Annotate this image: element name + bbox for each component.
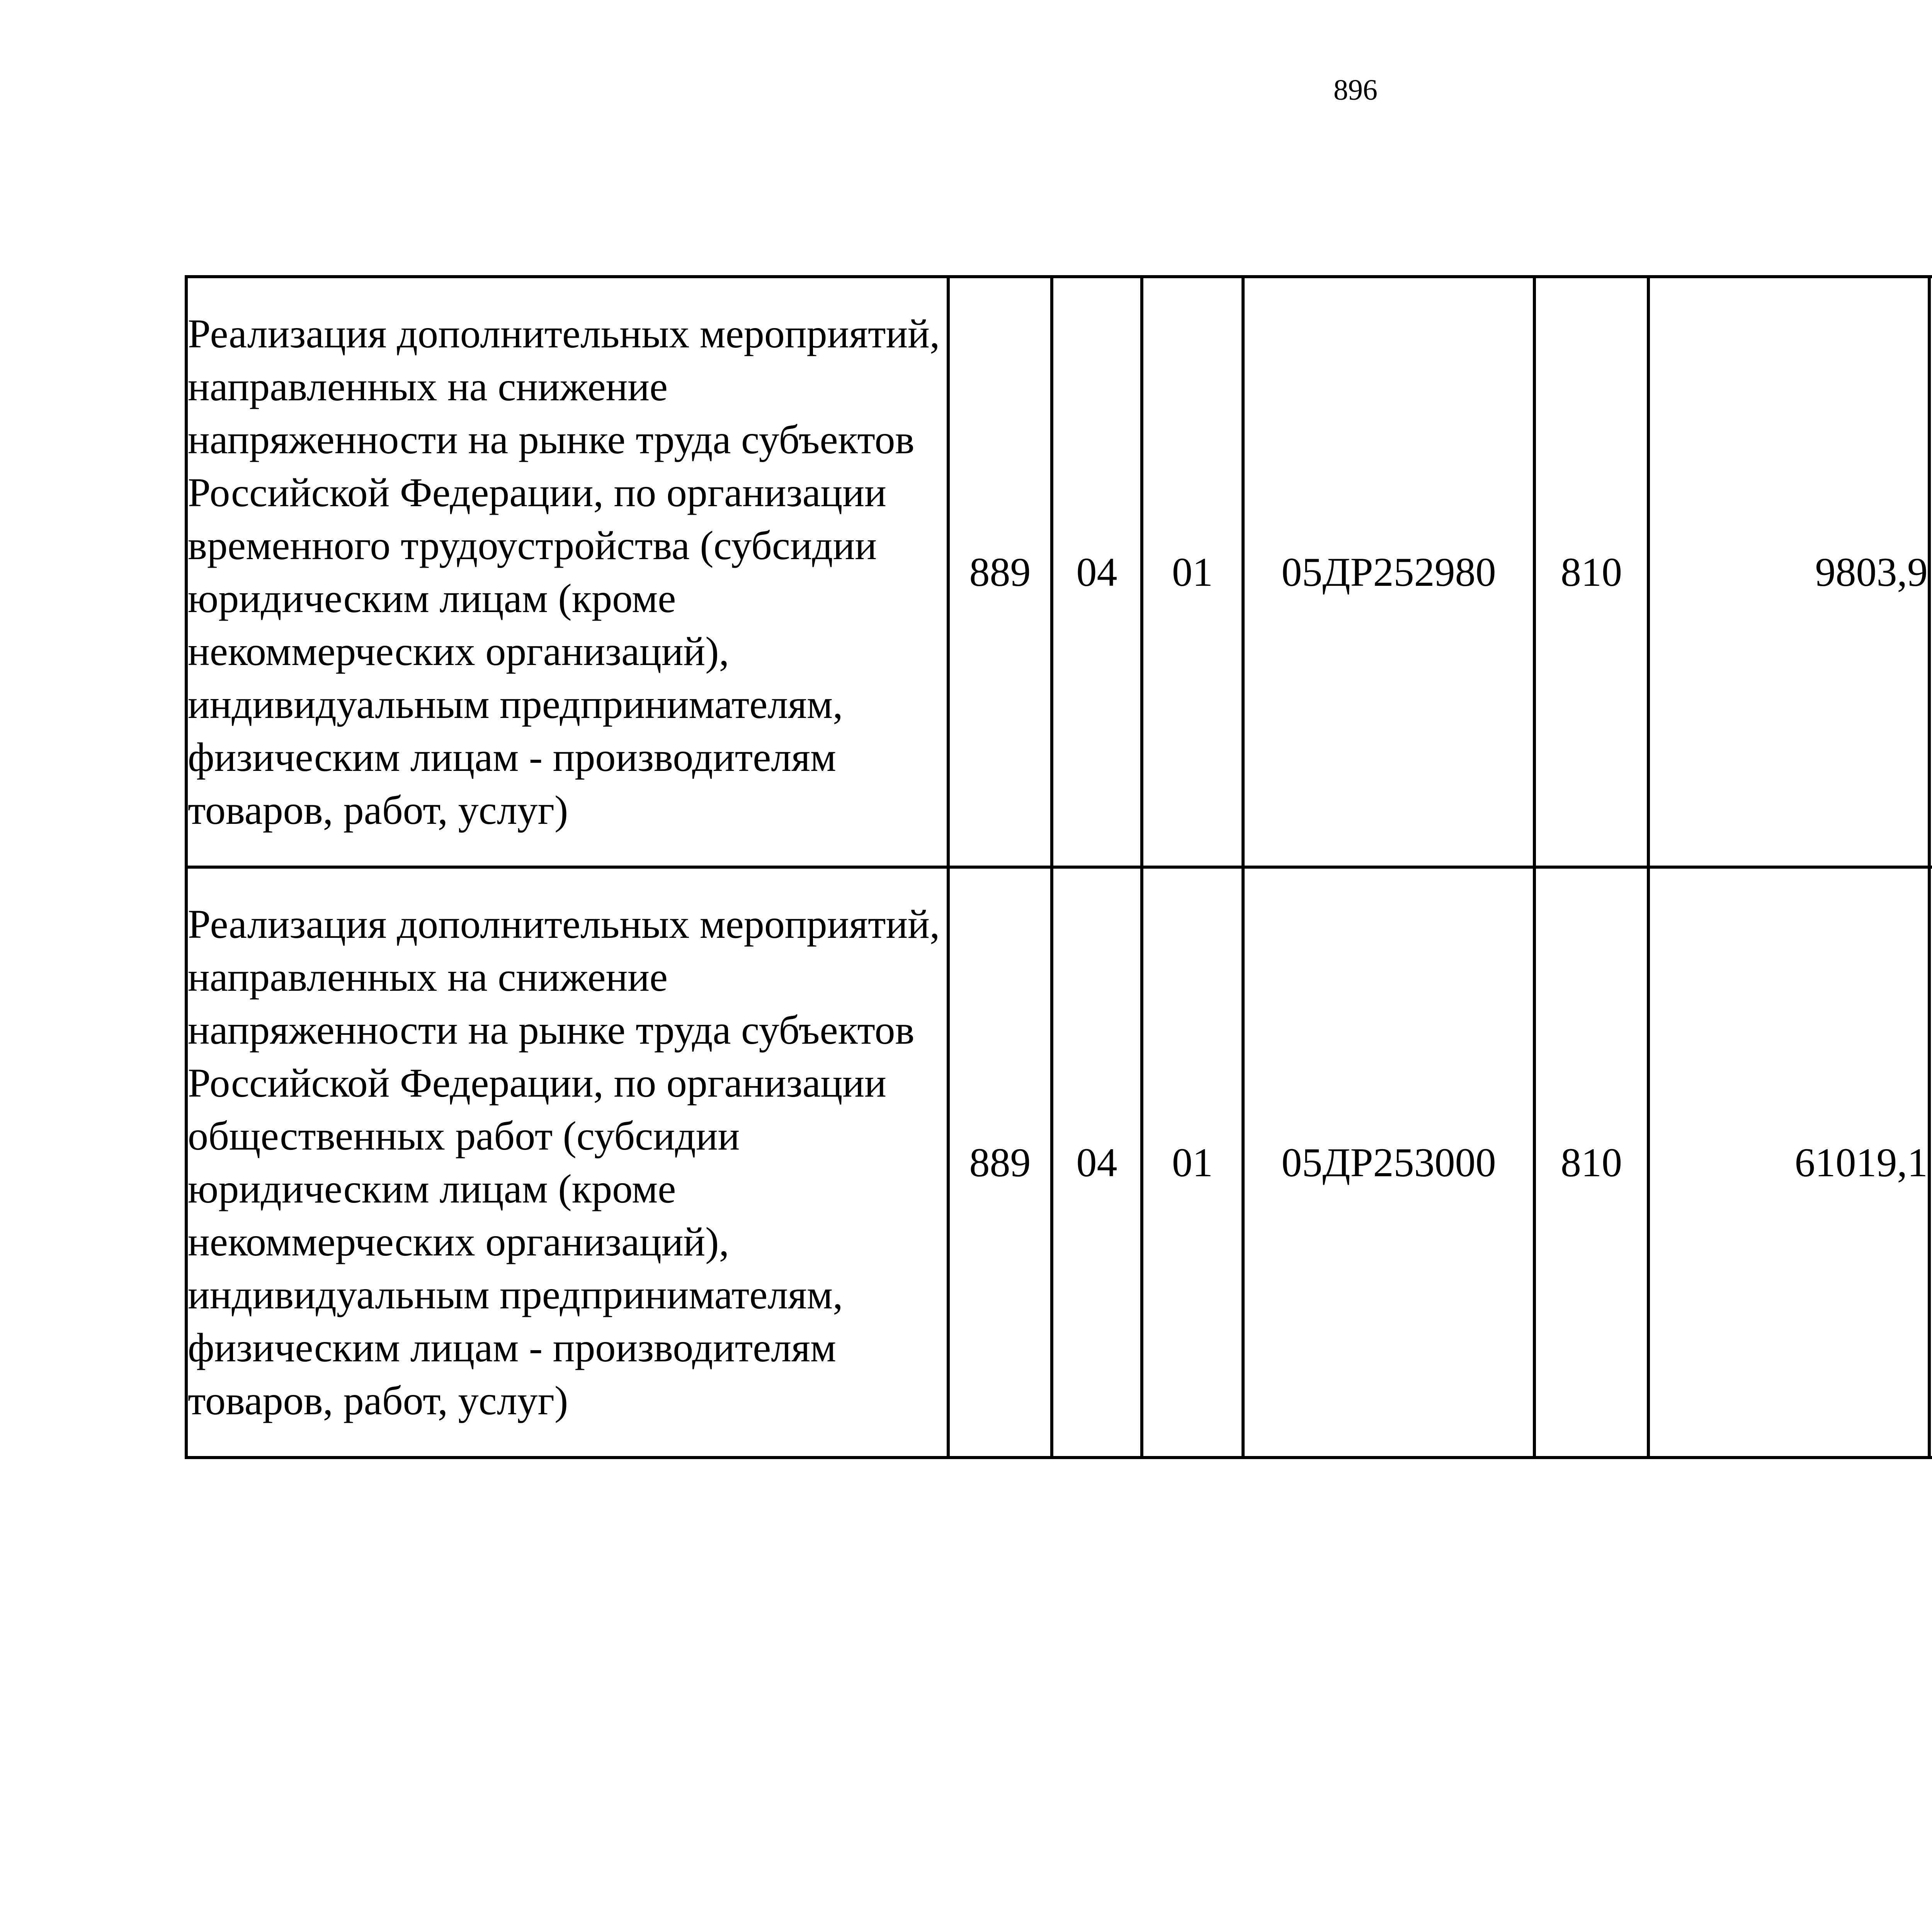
section-code: 04 [1052,867,1142,1458]
empty-cell [1929,277,1932,867]
target-article-code: 05ДР252980 [1243,277,1534,867]
ministry-code: 889 [948,277,1052,867]
budget-table [185,275,1932,1459]
table-row [186,867,1932,1458]
table-row [186,277,1932,867]
ministry-code: 889 [948,867,1052,1458]
amount-cell: 61019,1 [1648,867,1929,1458]
expense-type-code: 810 [1534,867,1648,1458]
row-description: Реализация дополнительных мероприятий, направленных на снижение напряженности на рынке труда субъектов Российской Федерации, по организации общественных работ (субсидии юридическим лицам (кроме некоммерческих организаций), индивидуальным предпринимателям, физическим лицам - производителям товаров, работ, услуг) [186,867,948,1458]
row-description: Реализация дополнительных мероприятий, направленных на снижение напряженности на рынке труда субъектов Российской Федерации, по организации временного трудоустройства (субсидии юридическим лицам (кроме некоммерческих организаций), индивидуальным предпринимателям, физическим лицам - производителям товаров, работ, услуг) [186,277,948,867]
page-number: 896 [1333,74,1378,106]
section-code: 04 [1052,277,1142,867]
empty-cell [1929,867,1932,1458]
subsection-code: 01 [1142,277,1243,867]
subsection-code: 01 [1142,867,1243,1458]
target-article-code: 05ДР253000 [1243,867,1534,1458]
amount-cell: 9803,9 [1648,277,1929,867]
expense-type-code: 810 [1534,277,1648,867]
